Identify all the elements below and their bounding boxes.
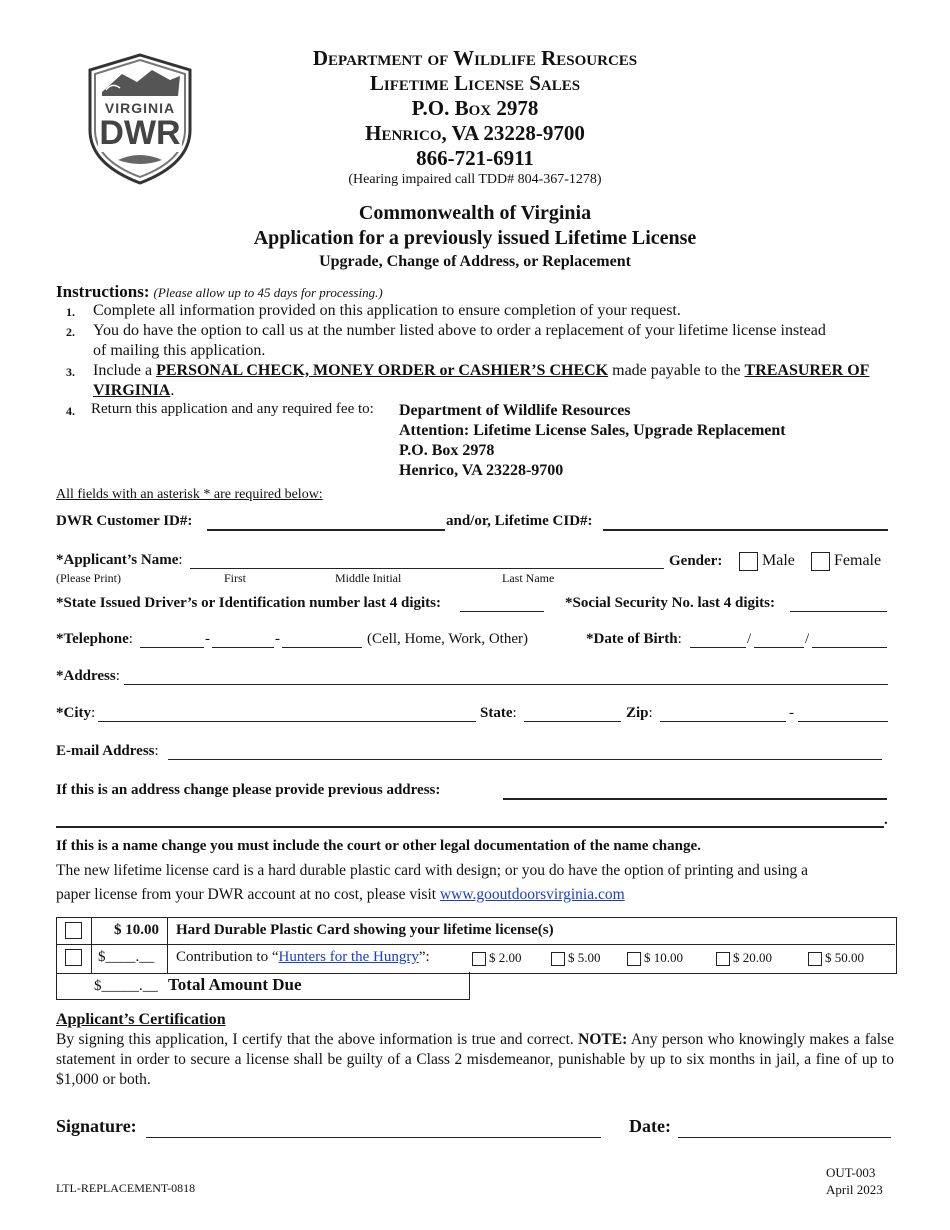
state-label <box>480 705 517 722</box>
zip-input[interactable] <box>660 707 786 722</box>
donation-5-checkbox[interactable] <box>551 952 565 966</box>
certification-statement: By signing this application, I certify that the above information is true and correct. <box>56 1031 574 1048</box>
plastic-card-checkbox[interactable] <box>65 922 82 939</box>
certification-heading: Applicant’s Certification <box>56 1011 226 1028</box>
dob-text: *Date of Birth <box>586 631 678 647</box>
zip-label <box>626 705 653 722</box>
contribution-description <box>176 949 430 966</box>
total-amount[interactable]: $_____.__ <box>94 978 158 994</box>
plastic-card-amount: $ 10.00 <box>114 922 159 938</box>
address-label <box>56 668 120 685</box>
date-input[interactable] <box>678 1121 891 1138</box>
state-colon: : <box>512 705 517 721</box>
please-print-note: (Please Print) <box>56 571 121 585</box>
lifetime-cid-label: and/or, Lifetime CID#: <box>446 513 593 529</box>
instruction-2a: You do have the option to call us at the number listed above to order a replacement of your lifetime license instead <box>93 322 826 339</box>
contribution-checkbox[interactable] <box>65 949 82 966</box>
telephone-label <box>56 631 133 648</box>
dob-label <box>586 631 682 648</box>
prev-address-input-2[interactable] <box>56 812 884 828</box>
contribution-desc-pre: Contribution to “ <box>176 949 279 965</box>
po-box: P.O. Box 2978 <box>411 96 539 120</box>
instruction-num-4: 4. <box>66 404 75 418</box>
ssn-input[interactable] <box>790 597 887 612</box>
city-label <box>56 705 95 722</box>
name-change-note: If this is a name change you must include the court or other legal documentation of the name change. <box>56 838 701 854</box>
website-link[interactable]: www.gooutdoorsvirginia.com <box>439 886 625 903</box>
mailing-address-1: Department of Wildlife Resources <box>399 402 631 419</box>
ssn-label: *Social Security No. last 4 digits: <box>565 595 775 611</box>
email-text: E-mail Address <box>56 743 155 759</box>
male-checkbox[interactable] <box>739 552 758 571</box>
instruction-num-2: 2. <box>66 325 75 339</box>
title-line-3: Upgrade, Change of Address, or Replacement <box>319 253 631 270</box>
instruction-3-pre: Include a <box>93 362 153 379</box>
donation-20-checkbox[interactable] <box>716 952 730 966</box>
email-colon: : <box>154 743 159 759</box>
certification-penalty: Any person who knowingly makes a false statement in order to secure a license shall be guilty of a Class 2 misdemeanor, punishable by up to six months in jail, a fine of up to $1,000 or both. <box>56 1031 894 1088</box>
form-revision: April 2023 <box>826 1182 883 1197</box>
form-code: OUT-003 <box>826 1165 876 1180</box>
state-text: State <box>480 705 513 721</box>
instruction-4: Return this application and any required fee to: <box>91 401 374 417</box>
instruction-3-payee-b: VIRGINIA <box>93 382 171 399</box>
zip-text: Zip <box>626 705 649 721</box>
city-state-zip: Henrico, VA 23228-9700 <box>365 121 585 145</box>
email-label <box>56 743 159 760</box>
logo-text-dwr: DWR <box>99 114 181 152</box>
male-label: Male <box>762 552 795 570</box>
prev-address-label: If this is an address change please provide previous address: <box>56 782 441 798</box>
hunters-for-the-hungry-link[interactable]: Hunters for the Hungry <box>278 949 419 965</box>
instruction-3-payee-a: TREASURER OF <box>744 362 870 379</box>
prev-address-input-1[interactable] <box>503 784 887 800</box>
date-label: Date: <box>629 1116 671 1136</box>
city-colon: : <box>91 705 96 721</box>
gender-label: Gender: <box>669 553 723 569</box>
telephone-line-input[interactable] <box>282 633 362 648</box>
customer-id-label: DWR Customer ID#: <box>56 513 193 529</box>
mailing-address <box>399 401 786 481</box>
telephone-prefix-input[interactable] <box>212 633 274 648</box>
logo-text-virginia: VIRGINIA <box>104 100 176 116</box>
donation-10-label: $ 10.00 <box>644 950 683 965</box>
mailing-address-3: P.O. Box 2978 <box>399 442 495 459</box>
customer-id-input[interactable] <box>207 515 445 531</box>
instruction-num-1: 1. <box>66 305 75 319</box>
donation-10-checkbox[interactable] <box>627 952 641 966</box>
instruction-3-line2 <box>93 382 174 400</box>
donation-2-label: $ 2.00 <box>489 950 522 965</box>
signature-input[interactable] <box>146 1121 601 1138</box>
donation-option-5[interactable] <box>551 950 601 966</box>
female-label: Female <box>834 552 882 570</box>
instruction-3 <box>93 362 869 380</box>
plastic-card-description: Hard Durable Plastic Card showing your lifetime license(s) <box>176 922 554 938</box>
form-code-block <box>826 1164 883 1198</box>
mailing-address-2: Attention: Lifetime License Sales, Upgrade Replacement <box>399 422 786 439</box>
card-info-text: paper license from your DWR account at no cost, please visit <box>56 886 437 903</box>
dob-day-input[interactable] <box>754 633 804 648</box>
contribution-desc-post: ”: <box>418 949 430 965</box>
zip-colon: : <box>648 705 653 721</box>
applicant-name-text: *Applicant’s Name <box>56 552 179 568</box>
instruction-2b: of mailing this application. <box>93 342 266 359</box>
city-input[interactable] <box>98 707 476 722</box>
donation-20-label: $ 20.00 <box>733 950 772 965</box>
dwr-logo <box>82 52 198 186</box>
instructions-label: Instructions: <box>56 282 150 301</box>
address-colon: : <box>115 668 120 684</box>
form-id: LTL-REPLACEMENT-0818 <box>56 1181 196 1195</box>
gender-female-option[interactable] <box>811 552 881 571</box>
dob-month-input[interactable] <box>690 633 746 648</box>
instruction-1: Complete all information provided on this application to ensure completion of your request. <box>93 302 681 319</box>
applicant-name-label <box>56 552 183 569</box>
applicant-name-input[interactable] <box>190 554 664 569</box>
card-info-line-2 <box>56 886 625 904</box>
license-digits-input[interactable] <box>460 597 544 612</box>
tdd-note: (Hearing impaired call TDD# 804-367-1278) <box>348 172 602 187</box>
middle-initial-caption: Middle Initial <box>335 571 402 585</box>
telephone-colon: : <box>128 631 133 647</box>
donation-option-50[interactable] <box>808 950 864 966</box>
telephone-area-input[interactable] <box>140 633 204 648</box>
dob-colon: : <box>677 631 682 647</box>
header-block <box>270 46 680 189</box>
applicant-name-colon: : <box>178 552 183 568</box>
donation-option-2[interactable] <box>472 950 522 966</box>
instruction-3-end: . <box>170 382 175 399</box>
dob-year-input[interactable] <box>812 633 887 648</box>
email-input[interactable] <box>168 745 882 760</box>
contribution-amount[interactable]: $____.__ <box>98 949 155 965</box>
phone-number: 866-721-6911 <box>416 146 534 170</box>
phone-types-note: (Cell, Home, Work, Other) <box>367 631 528 647</box>
city-text: *City <box>56 705 91 721</box>
certification-text <box>56 1030 894 1090</box>
last-name-caption: Last Name <box>502 571 555 585</box>
telephone-text: *Telephone <box>56 631 129 647</box>
donation-5-label: $ 5.00 <box>568 950 601 965</box>
unit-name: Lifetime License Sales <box>369 71 581 95</box>
instruction-num-3: 3. <box>66 365 75 379</box>
donation-option-20[interactable] <box>716 950 772 966</box>
signature-label: Signature: <box>56 1116 137 1136</box>
certification-note-label: NOTE: <box>578 1031 628 1048</box>
instructions-note: (Please allow up to 45 days for processing.) <box>153 285 383 300</box>
title-line-1: Commonwealth of Virginia <box>358 202 592 224</box>
license-digits-label: *State Issued Driver’s or Identification number last 4 digits: <box>56 595 441 611</box>
instruction-3-mid: made payable to the <box>612 362 741 379</box>
donation-2-checkbox[interactable] <box>472 952 486 966</box>
instructions-heading <box>56 282 383 302</box>
required-fields-note: All fields with an asterisk * are required below: <box>56 487 323 502</box>
state-input[interactable] <box>524 707 621 722</box>
gender-male-option[interactable] <box>739 552 795 571</box>
donation-50-label: $ 50.00 <box>825 950 864 965</box>
donation-50-checkbox[interactable] <box>808 952 822 966</box>
total-label: Total Amount Due <box>168 975 302 994</box>
instruction-3-payment-types: PERSONAL CHECK, MONEY ORDER or CASHIER’S CHECK <box>156 362 609 379</box>
title-line-2: Application for a previously issued Lifetime License <box>253 227 697 249</box>
department-name: Department of Wildlife Resources <box>312 46 638 70</box>
address-text: *Address <box>56 668 116 684</box>
donation-option-10[interactable] <box>627 950 683 966</box>
address-input[interactable] <box>124 670 888 685</box>
title-block <box>100 201 850 273</box>
card-info-line-1: The new lifetime license card is a hard durable plastic card with design; or you do have the option of printing and using a <box>56 862 808 879</box>
mailing-address-4: Henrico, VA 23228-9700 <box>399 462 564 479</box>
lifetime-cid-input[interactable] <box>603 515 888 531</box>
female-checkbox[interactable] <box>811 552 830 571</box>
first-name-caption: First <box>224 571 247 585</box>
zip-ext-input[interactable] <box>798 707 888 722</box>
